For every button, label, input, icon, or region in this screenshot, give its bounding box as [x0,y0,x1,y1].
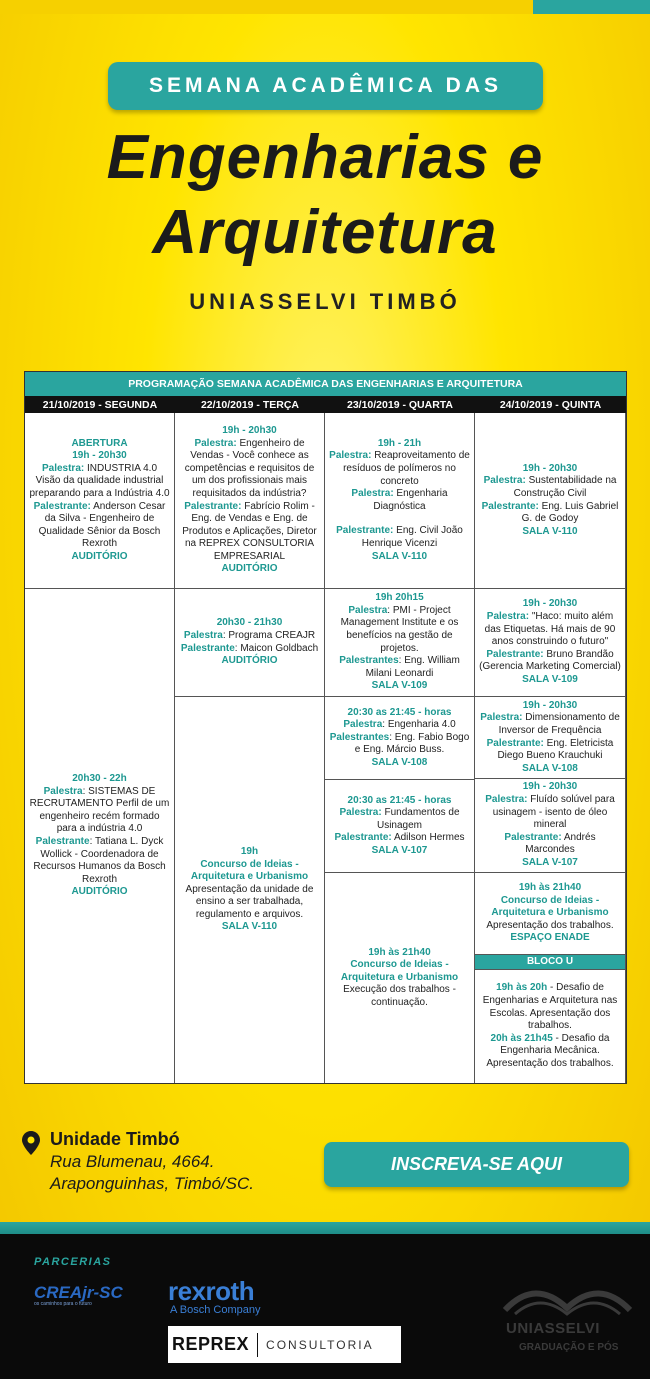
event-description: Execução dos trabalhos - continuação. [343,984,456,1008]
event-room: AUDITÓRIO [71,886,128,898]
event-room: SALA V-110 [371,550,428,562]
event-value: Eng. Civil João Henrique Vicenzi [361,525,463,549]
banner-text: SEMANA ACADÊMICA DAS [149,74,502,97]
event-time: 19h - 20h30 [522,598,578,610]
bloco-u-header: BLOCO U [475,955,626,970]
event-label: ABERTURA [71,437,128,449]
event-room: SALA V-108 [522,762,578,774]
event-time: 19h às 21h40 [518,882,582,894]
event-room: ESPAÇO ENADE [510,932,590,944]
crea-jr-logo[interactable] [34,1283,123,1307]
event-thursday-1 [475,413,626,589]
header-banner [108,62,543,110]
event-monday-2 [25,589,175,1083]
event-time: 20:30 as 21:45 - horas [347,706,452,718]
schedule-title: PROGRAMAÇÃO SEMANA ACADÊMICA DAS ENGENHARIAS E ARQUITETURA [25,372,626,396]
event-value: - Desafio de Engenharias e Arquitetura nas Escolas. Apresentação dos trabalhos. [482,982,618,1032]
reprex-logo-text: REPREX [172,1334,250,1354]
event-value: : Eng. William Milani Leonardi [365,655,460,679]
event-key: Palestra: [194,437,237,449]
event-key: Palestrante: [486,648,544,660]
event-value: : Eng. Fabio Bogo e Eng. Márcio Buss. [354,731,470,756]
event-key: Palestra: [351,488,394,500]
event-time: 19h - 20h30 [522,462,578,474]
event-value: : Programa CREAJR [222,629,316,641]
event-tuesday-3 [175,697,325,1083]
reprex-logo[interactable] [168,1326,401,1363]
event-title: Concurso de Ideias - Arquitetura e Urbanismo [190,858,309,883]
event-time: 20h30 - 22h [72,773,127,785]
crea-jr-logo-text: CREAjr-SC [34,1283,123,1302]
event-key: Palestrante: [336,525,394,537]
event-value: - Desafio da Engenharia Mecânica. Apresentação dos trabalhos. [486,1032,614,1069]
event-title: Concurso de Ideias - Arquitetura e Urbanismo [491,894,609,919]
event-wednesday-4 [325,780,475,873]
event-value: Sustentabilidade na Construção Civil [513,475,617,499]
rexroth-subtitle: A Bosch Company [170,1304,261,1316]
event-key: Palestrante: [184,500,242,512]
event-key: Palestrante: [504,831,562,843]
event-key: Palestrante [35,836,90,847]
event-key: Palestrante: [33,500,91,512]
crea-jr-tagline: os caminhos para o futuro [34,1301,92,1307]
event-room: SALA V-108 [371,756,428,768]
event-key: 20h às 21h45 [490,1032,553,1044]
partners-label: PARCERIAS [34,1256,112,1268]
event-thursday-4 [475,779,626,873]
event-thursday-7 [475,970,626,1083]
event-value: INDUSTRIA 4.0 Visão da qualidade industrial preparando para a Indústria 4.0 [29,462,170,499]
event-value: "Haco: muito além das Etiquetas. Há mais de 90 anos construindo o futuro" [484,611,616,648]
event-time: 19h 20h15 [375,592,424,604]
event-wednesday-5 [325,873,475,1083]
event-value: Bruno Brandão (Gerencia Marketing Comercial) [479,648,621,673]
event-key: Palestrante [180,642,235,654]
map-pin-icon [22,1131,40,1155]
event-value: Anderson Cesar da Silva - Engenheiro de Qualidade Sênior da Bosch Rexroth [38,500,166,550]
event-key: Palestrante: [481,500,539,512]
event-wednesday-1 [325,413,475,589]
event-key: Palestra: [480,712,523,724]
event-time: 20h30 - 21h30 [216,617,283,629]
event-time: 19h - 20h30 [522,781,578,793]
event-key: Palestra [183,629,223,641]
event-room: AUDITÓRIO [221,655,278,667]
rexroth-logo[interactable]: rexroth [168,1276,255,1306]
schedule-table [24,371,627,1084]
location-address-line2: Araponguinhas, Timbó/SC. [50,1174,254,1193]
location-name: Unidade Timbó [50,1129,180,1149]
uniasselvi-logo-text: UNIASSELVI [506,1320,600,1337]
register-button[interactable]: INSCREVA-SE AQUI [324,1142,629,1187]
event-value: : SISTEMAS DE RECRUTAMENTO Perfil de um engenheiro recém formado para a indústria 4.0 [29,785,170,835]
event-value: Reaproveitamento de resíduos de polímeros no concreto [343,450,470,487]
footer-divider [0,1222,650,1234]
event-room: SALA V-107 [371,844,428,856]
uniasselvi-logo-sub: GRADUAÇÃO E PÓS [519,1342,619,1353]
event-value: : Tatiana L. Dyck Wollick - Coordenadora de Recursos Humanos da Bosch Rexroth [33,836,166,885]
event-key: Palestra [343,719,383,731]
event-key: Palestra: [339,807,382,819]
event-wednesday-3 [325,697,475,780]
event-room: SALA V-110 [522,525,578,537]
event-room: AUDITÓRIO [71,550,128,562]
event-description: Apresentação da unidade de ensino a ser trabalhada, regulamento e arquivos. [185,883,314,920]
uniasselvi-book-icon [500,1268,635,1368]
event-value: Fluído solúvel para usinagem - isento de óleo mineral [492,794,615,831]
event-key: 19h às 20h [496,982,548,994]
event-value: : Maicon Goldbach [234,642,319,654]
event-time: 19h às 21h40 [368,946,431,958]
page-title-line2: Arquitetura [152,198,498,267]
event-room: SALA V-109 [371,680,428,692]
event-key: Palestra: [483,475,526,487]
event-value: Eng. Luis Gabriel G. de Godoy [521,500,619,525]
event-description: Apresentação dos trabalhos. [486,919,614,931]
reprex-logo-sub: CONSULTORIA [266,1337,374,1352]
event-value: Engenharia Diagnóstica [373,488,448,512]
page-title-line1: Engenharias e [106,123,544,192]
event-key: Palestra [43,785,83,797]
event-key: Palestrante: [334,832,392,844]
event-value: : Engenharia 4.0 [382,719,456,731]
top-strip [0,0,650,14]
event-title: Concurso de Ideias - Arquitetura e Urbanismo [340,959,459,983]
event-value: Fundamentos de Usinagem [376,807,460,831]
event-key: Palestrantes [329,731,390,743]
day-header-thursday: 24/10/2019 - QUINTA [475,396,626,413]
event-room: SALA V-110 [221,921,278,933]
event-time: 19h - 21h [377,437,422,449]
event-value: : PMI - Project Management Institute e os benefícios na gestão de projetos. [340,604,459,654]
event-time: 20:30 as 21:45 - horas [347,794,452,806]
event-room: SALA V-109 [522,673,578,685]
reprex-divider [257,1333,258,1357]
event-key: Palestra: [329,450,372,462]
event-tuesday-1 [175,413,325,589]
location-address-line1: Rua Blumenau, 4664. [50,1152,215,1171]
event-key: Palestra: [485,794,528,806]
event-time: 19h - 20h30 [522,699,578,711]
event-thursday-2 [475,589,626,697]
event-tuesday-2 [175,589,325,697]
event-key: Palestrantes [339,655,399,667]
event-value: Eng. Eletricista Diego Bueno Krauchuki [497,737,614,762]
day-header-tuesday: 22/10/2019 - TERÇA [175,396,325,413]
event-key: Palestra [348,604,388,616]
event-value: Adilson Hermes [391,832,465,844]
event-monday-opening [25,413,175,589]
event-wednesday-2 [325,589,475,697]
event-key: Palestrante: [486,737,544,749]
page-subtitle: UNIASSELVI TIMBÓ [189,289,461,314]
event-time: 19h - 20h30 [72,450,127,462]
event-key: Palestra: [41,462,85,474]
event-value: Engenheiro de Vendas - Você conhece as competências e requisitos de um dos profissionais mais requisitados da indústria? [184,437,315,499]
event-thursday-3 [475,697,626,779]
day-header-wednesday: 23/10/2019 - QUARTA [325,396,475,413]
event-room: SALA V-107 [522,856,578,868]
event-value: Fabrício Rolim - Eng. de Vendas e Eng. de Produtos e Aplicações, Diretor na REPREX CONSULTORIA EMPRESARIAL [182,500,317,562]
event-time: 19h - 20h30 [222,424,277,436]
day-header-monday: 21/10/2019 - SEGUNDA [25,396,175,413]
event-value: Andrés Marcondes [525,831,596,856]
event-time: 19h [240,845,259,857]
event-thursday-5 [475,873,626,955]
event-room: AUDITÓRIO [221,563,278,575]
event-value: Dimensionamento de Inversor de Frequência [498,712,620,736]
event-key: Palestra: [486,611,530,623]
